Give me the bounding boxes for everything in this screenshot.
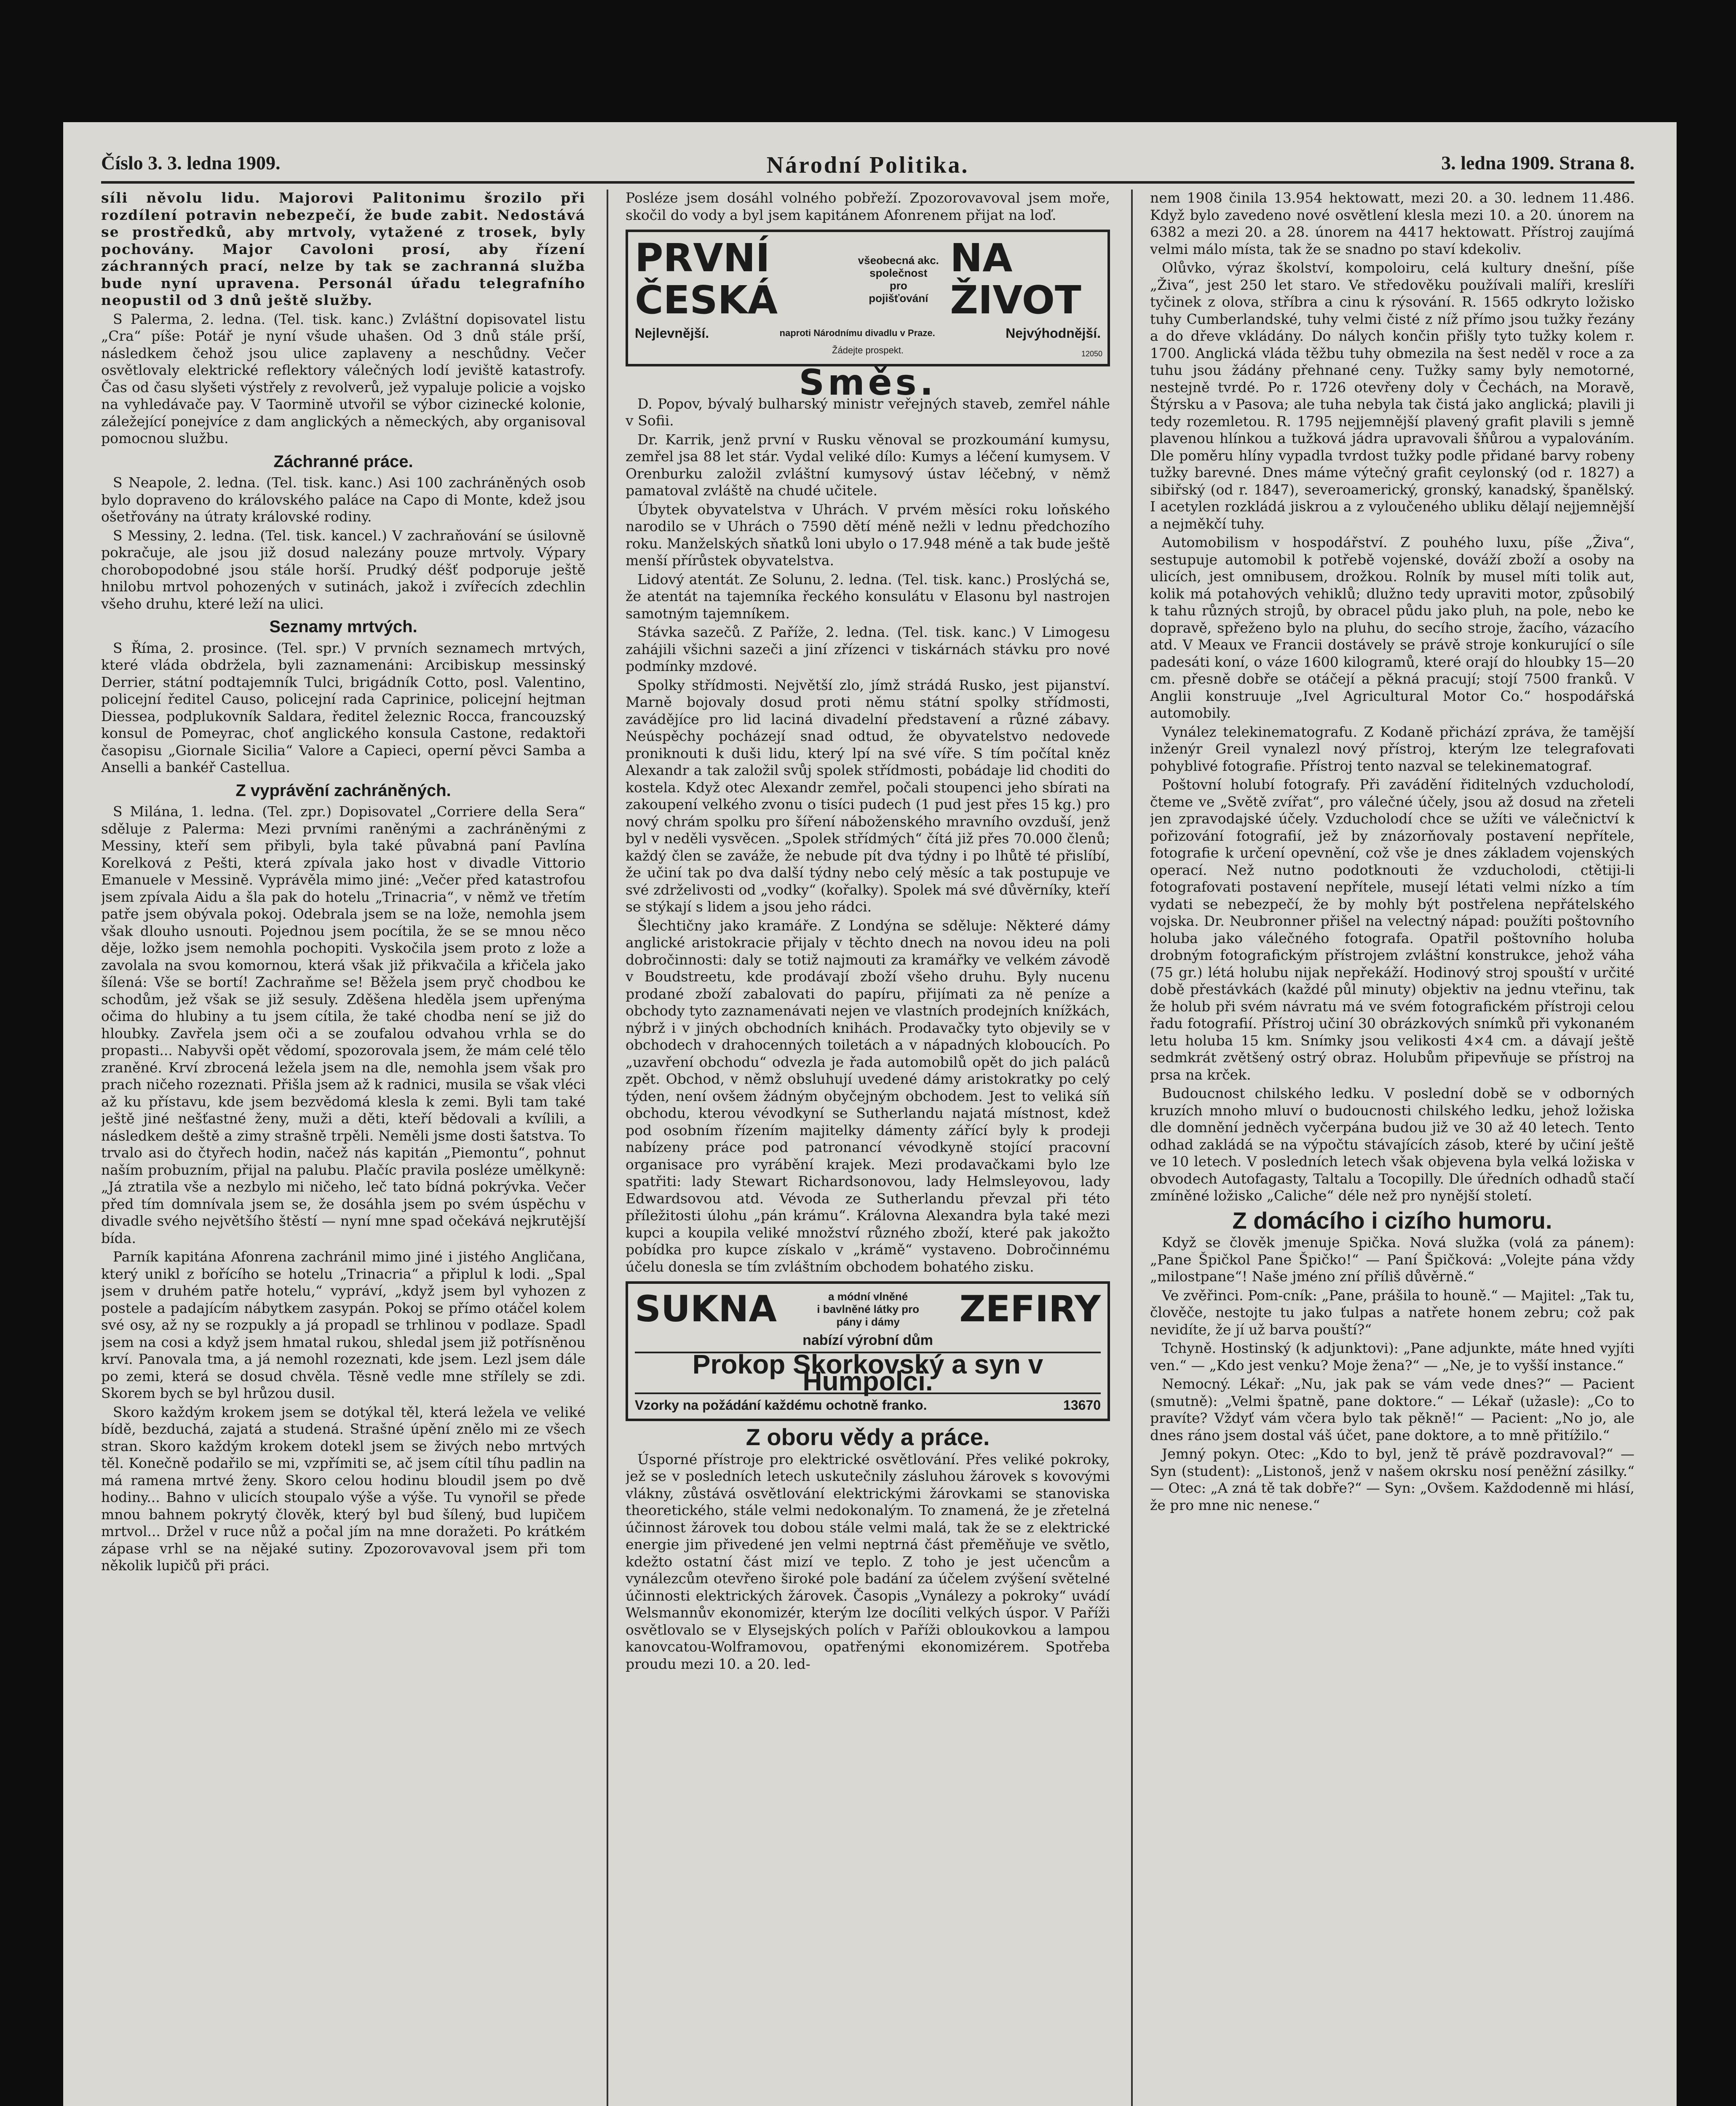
ad-firm-name: Prokop Skorkovský a syn v Humpolci. (635, 1352, 1101, 1394)
issue-date: Číslo 3. 3. ledna 1909. (101, 152, 281, 174)
article-paragraph: Skoro každým krokem jsem se dotýkal těl, která ležela ve veliké bídě, bezduchá, zajatá a studená. Strašné úpění znělo mi ze všech stran. Skoro každým krokem dotekl jsem se živých nebo mrtvých těl. Konečně podařilo se mi, vzpřímiti se, ač jsem cítil tíhu padlin na má ramena mrtvé ženy. Skoro celou hodinu bloudil jsem po dvě hodiny... Bahno v ulicích stoupalo výše a výše. Tu vynořil se přede mnou bahnem pokrytý člověk, který byl bud šílený, bud lupičem mrtvol... Držel v ruce nůž a počal jím na mne doražeti. Po krátkém zápase vrhl se na nějaké sutiny. Zpozorovavoval jsem při tom několik lupičů při práci. (101, 1403, 586, 1574)
ad-subtitle (847, 254, 950, 305)
section-heading: Seznamy mrtvých. (269, 617, 417, 636)
section-heading: Z domácího i cizího humoru. (1232, 1207, 1552, 1234)
article-paragraph: Jemný pokyn. Otec: „Kdo to byl, jenž tě právě pozdravoval?“ — Syn (student): „Listonoš, jenž v našem okrsku nosí peněžní zásilky.“ — Otec: „A zná tě tak dobře?“ — Syn: „Ovšem. Každodenně mi hlásí, že pro mne nic nenese.“ (1150, 1446, 1634, 1513)
article-paragraph: Úbytek obyvatelstva v Uhrách. V prvém měsíci roku loňského narodilo se v Uhrách o 7590 dětí méně nežli v lednu předchozího roku. Manželských sňatků loni ubylo o 17.948 méně a tak bude ještě menší přírůstek obyvatelstva. (626, 501, 1110, 569)
ad-title-left: PRVNÍ ČESKÁ (635, 235, 778, 323)
ad-subtitle-line: a módní vlněné (828, 1290, 908, 1303)
ad-line: nabízí výrobní dům (802, 1332, 933, 1348)
ad-subtitle-line: i bavlněné látky pro (817, 1303, 920, 1315)
column-3 (1150, 190, 1634, 2106)
article-paragraph: S Říma, 2. prosince. (Tel. spr.) V prvních seznamech mrtvých, které vláda obdržela, byli zaznamenáni: Arcibiskup messinský Derrier, státní podtajemník Tulci, brigádník Cotto, posl. Valentino, policejní ředitel Causo, policejní rada Caprinice, policejní hejtman Diessea, podplukovník Saldara, ředitel železnic Rocca, francouzský konsul de Pomeyrac, choť anglického konsula Castone, redaktoři časopisu „Giornale Sicilia“ Valore a Capieci, operní pěvci Samba a Anselli a bankéř Castellua. (101, 639, 586, 775)
ad-offer: Vzorky na požádání každému ochotně franko. (635, 1397, 927, 1413)
ad-code: 12050 (1081, 349, 1102, 358)
newspaper-title: Národní Politika. (766, 152, 969, 178)
article-paragraph: Poštovní holubí fotografy. Při zavádění řiditelných vzducholodí, čteme ve „Světě zvířat“, pro válečné účely, jsou až dosud na zřeteli jen zpravodajské účely. Vzducholodí chce se užíti ve válečnictví k pořizování fotografií, jež by znázorňovaly postavení nepřítele, fotografie k určení opevnění, což vše je dnes základem vojenských operací. Než nutno podotknouti že vzducholodi, ctětiji-li fotografovati postavení nepřítele, musejí létati velmi nízko a tím vydati se nebezpečí, že by mohly být postřelena nepřátelského vojska. Dr. Neubronner přišel na velectný nápad: použíti poštovního holuba jako válečného fotografa. Opatřil poštovního holuba drobným fotografickým přístrojem zvláštní konstrukce, jehož váha (75 gr.) létá holubu nijak nepřekáží. Hodinový stroj spouští v určité době přestávkách (každé půl minuty) objektiv na jednu vteřinu, tak že holub při svém návratu má ve svém fotografickém přístroji celou řadu fotografií. Přístroj učiní 30 obrázkových snímků při vykonaném letu holuba 15 km. Snímky jsou velikosti 4×4 cm. a dávají ještě sedmkrát zvětšený ostrý obraz. Holubům připevňuje se přístroj na prsa na krček. (1150, 776, 1634, 1083)
article-paragraph: D. Popov, bývalý bulharský ministr veřejných staveb, zemřel náhle v Sofii. (626, 395, 1110, 429)
article-paragraph: Lidový atentát. Ze Solunu, 2. ledna. (Tel. tisk. kanc.) Proslýchá se, že atentát na tajemníka řeckého konsulátu v Elasonu byl nastrojen samotným tajemníkem. (626, 571, 1110, 622)
ad-subtitle-line: pány i dámy (836, 1315, 900, 1328)
article-paragraph: Parník kapitána Afonrena zachránil mimo jiné i jistého Angličana, který unikl z bořícího se hotelu „Trinacria“ a připlul k lodi. „Spal jsem v druhém patře hotelu,“ vypráví, „když jsem byl vyhozen z postele a padajícím nábytkem zasypán. Pokoj se přímo otáčel kolem své osy, až ny se rozpukly a já propadl se trhlinou v podlaze. Spadl jsem na cosi a když jsem hmatal rukou, shledal jsem již potřísněnou krví. Panovala tma, a já nemohl rozeznati, kde jsem. Lezl jsem dále po zemi, která se dosud chvěla. Těsně vedle mne střílely se zdi. Skorem bych se byl hrůzou dusil. (101, 1248, 586, 1401)
article-paragraph: Spolky střídmosti. Největší zlo, jímž strádá Rusko, jest pijanství. Marně bojovaly dosud proti němu státní spolky střídmosti, zavádějíce pro lid laciná divadelní představení a různé zábavy. Neúspěchy pocházejí snad odtud, že obyvatelstvo nedovede proniknouti k duši lidu, který lpí na své víře. S tím počítal kněz Alexandr a tak založil svůj spolek střídmosti, pobádaje lid choditi do kostela. Když otec Alexandr zemřel, počali stoupenci jeho sbírati na zakoupení velkého zvonu o tisíci pudech (1 pud jest přes 15 kg.) pro nový chrám spolku pro šíření náboženského mravního ovzduší, jenž byl v neděli vysvěcen. „Spolek střídmých“ čítá již přes 70.000 členů; každý člen se zaváže, že nebude pít dva týdny i po lhůtě té přislíbí, že učiní tak po dva další týdny nebo celý měsíc a tak postupuje ve své zdrželivosti od „vodky“ (kořalky). Spolek má své důvěrníky, kteří se stýkají s lidem a jsou jeho rádci. (626, 676, 1110, 915)
article-paragraph: Olůvko, výraz školství, kompoloiru, celá kultury dnešní, píše „Živa“, jest 250 let staro. Ve středověku používali malíři, kreslíři tyčinek z olova, stříbra a cinu k rýsování. R. 1565 odkryto ložisko tuhy Cumberlandské, tuhy velmi čisté z níž přímo jsou tužky řezány a do dřeve vkládány. Do nálych končin přišly tyto tužky kolem r. 1700. Anglická vláda těžbu tuhy obmezila na šest neděl v roce a za tuhu jsou žádány přehnané ceny. Tužky samy byly nemotorné, nestejně tvrdé. Po r. 1726 otevřeny doly v Čechách, na Moravě, Štýrsku a v Pasova; ale tuha nebyla tak čistá jako anglická; plavili ji tedy rozemletou. R. 1795 nejjemnější plavený grafit plavili s jemně plavenou hlínkou a tužková jádra upravovali šňůrou a vypalováním. Dle poměru hlíny vypadla tvrdost tužky podle přidané barvy robeny tužky barevné. Dnes máme výtečný grafit ceylonský (od r. 1827) a sibiřský (od r. 1847), severoamerický, gronský, kanadský, španělský. I acetylen rozkládá jiskrou a z vyloučeného ubliku dělají nejjemnější a nejměkčí tuhy. (1150, 259, 1634, 532)
section-heading: Záchranné práce. (273, 452, 413, 471)
article-paragraph: S Milána, 1. ledna. (Tel. zpr.) Dopisovatel „Corriere della Sera“ sděluje z Palerma: Mezi prvními raněnými a zachráněnými z Messiny, kteří sem přibyli, byla také půvabná paní Pavlína Korelková z Pešti, která zpívala jako host v divadle Vittorio Emanuele v Messině. Vyprávěla mimo jiné: „Večer před katastrofou jsem zpívala Aidu a šla pak do hotelu „Trinacria“, v němž ve třetím patře jsem obývala pokoj. Odebrala jsem se na lože, nemohla jsem však dlouho usnouti. Pojednou jsem pocítila, že se se mnou něco děje, ložko jsem nemohla pochopiti. Vyskočila jsem proto z lože a zavolala na svou komornou, která však již přikvačila a křičela jako šílená: Vše se bortí! Zachraňme se! Běžela jsem pryč chodbou ke schodům, jež však se již sesuly. Zděšena hleděla jsem upřenýma očima do hlubiny a tu jsem cítila, že také chodba není se již do hloubky. Zavřela jsem oči a se zoufalou odvahou vrhla se do propasti... Nabyvši opět vědomí, spozorovala jsem, že mám celé tělo zraněné. Krví zbrocená ležela jsem na dle, nemohla jsem však pro prach ničeho rozeznati. Přišla jsem až k radnici, musila se však vléci až ku přístavu, kde jsem bezvědomá klesla k zemi. Byli tam také ještě jiné nešťastné ženy, muži a děti, kteří bědovali a kvílili, a následkem deště a zimy strašně trpěli. Neměli jsme dosti šatstva. To trvalo asi do čtyřech hodin, načež nás kapitán „Piemontu“, pohnut naším probuzním, přijal na palubu. Plačíc pravila posléze umělkyně: „Já ztratila vše a nezbylo mi ničeho, leč tato bídná pokrývka. Večer před tím domnívala jsem se, že dosáhla jsem po svém úspěchu v divadle svého největšího štěstí — nyní mne spad očekává nejkrutější bída. (101, 803, 586, 1246)
article-paragraph: Posléze jsem dosáhl volného pobřeží. Zpozorovavoval jsem moře, skočil do vody a byl jsem kapitánem Afonrenem přijat na loď. (626, 190, 1110, 223)
article-paragraph: nem 1908 činila 13.954 hektowatt, mezi 20. a 30. lednem 11.486. Když bylo zavedeno nové osvětlení klesla mezi 10. a 20. únorem na 6382 a mezi 20. a 28. únorem na 4417 hektowatt. Přístroj zaujímá velmi málo místa, tak že se snadno po staví kdekoliv. (1150, 190, 1634, 257)
ad-title-right: NA ŽIVOT (950, 235, 1081, 323)
date-page-number: 3. ledna 1909. Strana 8. (1441, 152, 1634, 174)
newspaper-page (63, 122, 1677, 2106)
section-title-smes: Směs. (799, 362, 937, 403)
section-heading: Z oboru vědy a práce. (746, 1424, 990, 1450)
ad-title-right: ZEFIRY (959, 1288, 1101, 1330)
ad-code: 13670 (1063, 1397, 1101, 1413)
article-paragraph: Dr. Karrik, jenž první v Rusku věnoval se prozkoumání kumysu, zemřel jsa 88 let stár. Vydal veliké dílo: Kumys a léčení kumysem. V Orenburku založil zvláštní kumysový ústav léčebný, v němž pamatoval zvláště na chudé učitele. (626, 431, 1110, 499)
article-paragraph: Vynález telekinematografu. Z Kodaně přichází zpráva, že tamější inženýr Greil vynalezl nový přístroj, kterým lze telegrafovati pohyblivé fotografie. Přístroj tento nazval se telekinematograf. (1150, 723, 1634, 774)
article-paragraph: Stávka sazečů. Z Paříže, 2. ledna. (Tel. tisk. kanc.) V Limogesu zahájili všichni sazeči a jiní zřízenci v tiskárnách stávku pro nové podmínky mzdové. (626, 624, 1110, 674)
article-paragraph: Ve zvěřinci. Pom-cník: „Pane, prášila to houně.“ — Majitel: „Tak tu, člověče, nestojte tu jako ťulpas a natřete honem zebru; což pak nevidíte, že jí už barva pouští?“ (1150, 1287, 1634, 1338)
column-divider (1131, 190, 1133, 2106)
article-paragraph: S Palerma, 2. ledna. (Tel. tisk. kanc.) Zvláštní dopisovatel listu „Cra“ píše: Potář je nyní všude uhašen. Od 3 dnů stále prší, následkem čehož jsou ulice zaplaveny a neschůdny. Večer osvětlovaly elektrické reflektory válečných lodí jeviště katastrofy. Čas od času slyšeti výstřely z revolverů, jež vypaluje policie a vojsko na vyhledávače pay. V Taormině utvořil se výbor cizinecké kolonie, záležející ponejvíce z dam anglických a německých, aby organisoval pomocnou službu. (101, 310, 586, 446)
ad-slogan-left: Nejlevnější. (635, 326, 709, 341)
ad-address: naproti Národnímu divadlu v Praze. (779, 328, 935, 338)
ad-subtitle-line: pro (889, 279, 907, 292)
masthead (101, 152, 1634, 184)
article-paragraph: S Neapole, 2. ledna. (Tel. tisk. kanc.) Asi 100 zachráněných osob bylo dopraveno do královského paláce na Capo di Monte, kdež jsou ošetřovány na útraty královské rodiny. (101, 474, 586, 525)
article-paragraph: Nemocný. Lékař: „Nu, jak pak se vám vede dnes?“ — Pacient (smutně): „Velmi špatně, pane doktore.“ — Lékař (užasle): „Co to pravíte? Vždyť vám včera bylo tak pěkně!“ — Pacient: „No jo, ale dnes ráno jsem dostal váš účet, pane doktore, a to mně přitížilo.“ (1150, 1376, 1634, 1443)
column-divider (607, 190, 608, 2106)
ad-subtitle-line: pojišťování (869, 292, 928, 305)
column-2 (626, 190, 1110, 2106)
article-paragraph: Úsporné přístroje pro elektrické osvětlování. Přes veliké pokroky, jež se v posledních letech uskutečnily zásluhou žárovek s kovovými vlákny, zůstává osvětlování elektrickými žárovkami se stanoviska theoretického, stále velmi nedokonalým. To znamená, že je zřetelná účinnost žárovek tou dobou stále velmi malá, tak že se z elektrické energie jim přivedené jen velmi neptrná část přeměňuje ve světlo, kdežto ostatní část mizí ve teplo. Z toho je jest učencům a vynálezcům otevřeno široké pole badání za účelem zvýšení světelné účinnosti elektrických žárovek. Časopis „Vynálezy a pokroky“ uvádí Welsmannův ekonomizér, kterým lze docíliti velkých úspor. V Paříži osvětlovalo se v Elysejských polích v Paříži obloukovkou a lampou kanovcatou-Wolframovou, opatřenými ekonomizérem. Spotřeba proudu mezi 10. a 20. led- (626, 1451, 1110, 1672)
ad-subtitle (817, 1290, 919, 1328)
insurance-advertisement (626, 230, 1110, 366)
ad-note: Žádejte prospekt. (832, 345, 904, 355)
ad-slogan-right: Nejvýhodnější. (1006, 326, 1101, 341)
article-paragraph: Budoucnost chilského ledku. V poslední době se v odborných kruzích mnoho mluví o budoucnosti chilského ledku, jehož ložiska dle domnění jedněch vyčerpána budou již ve 30 až 40 letech. Tento odhad zakládá se na výpočtu stávajících zásob, které by učiní ještě ve 10 letech. V posledních letech však objevena byla velká ložiska v obvodech Autofagasty, Taltalu a Tocopilly. Dle úředních odhadů stačí zmíněné ložisko „Caliche“ déle než pro nynější století. (1150, 1085, 1634, 1204)
textile-advertisement (626, 1281, 1110, 1421)
article-paragraph: Když se člověk jmenuje Spička. Nová služka (volá za pánem): „Pane Špičkol Pane Špičko!“ — Paní Špičková: „Volejte pána vždy „milostpane“! Naše jméno zní příliš důvěrně.“ (1150, 1234, 1634, 1285)
ad-title-left: SUKNA (635, 1288, 777, 1330)
section-heading: Z vyprávění zachráněných. (235, 781, 451, 800)
article-paragraph: síli něvolu lidu. Majorovi Palitonimu šrozilo při rozdílení potravin nebezpečí, že bude zabit. Nedostává se prostředků, aby mrtvoly, vytažené z trosek, byly pochovány. Major Cavoloni prosí, aby řízení záchranných prací, nelze by tak se zachranná služba bude nyní upravena. Personál úřadu telegrafního neopustil od 3 dnů ještě služby. (101, 190, 586, 308)
article-paragraph: Tchyně. Hostinský (k adjunktovi): „Pane adjunkte, máte hned vyjíti ven.“ — „Kdo jest venku? Moje žena?“ — „Ne, je to vyšší instance.“ (1150, 1340, 1634, 1374)
article-paragraph: S Messiny, 2. ledna. (Tel. tisk. kancel.) V zachraňování se úsilovně pokračuje, ale jsou již dosud nalezány pouze mrtvoly. Výpary chorobopodobné jsou stále horší. Prudký déšť podporuje ještě hnilobu mrtvol pohozených v sutinách, jakož i zvířecích zdechlin všeho druhu, které leží na ulici. (101, 527, 586, 612)
article-paragraph: Šlechtičny jako kramáře. Z Londýna se sděluje: Některé dámy anglické aristokracie přijaly v těchto dnech na novou ideu na poli dobročinnosti: daly se totiž najmouti za kramářky ve velkém závodě v Boudstreetu, kde prodávají zboží všeho druhu. Byly nucenu prodané zboží zabalovati do papíru, přijímati za ně peníze a obchody tyto zaznamenávati nejen ve vlastních prodejních knížkách, nýbrž i v jiných obchodních knihách. Prodavačky tyto objevily se v obchodech v drahocenných toiletách a v nápadných kloboucích. Po „uzavření obchodu“ odvezla je řada automobilů opět do jich paláců zpět. Obchod, v němž obsluhují uvedené dámy aristokratky po celý týden, není ovšem žádným obyčejným obchodem. Jest to veliká síň obchodu, kterou vévodkyní se Sutherlandu najatá místnost, kdež pod osobním řízením majitelky dámenty zářící byly k prodeji nabízeny práce pod patronancí vévodkyně stojící pracovní organisace pro vyrábění krajek. Mezi prodavačkami bylo lze spatřiti: lady Stewart Richardsonovou, lady Helmsleyovou, lady Edwardsovou atd. Vévoda ze Sutherlandu převzal při této příležitosti úlohu „pán krámu“. Královna Alexandra byla také mezi kupci a koupila veliké množství různého zboží, které pak jakožto pobídka pro kupce získalo v „krámě“ vystaveno. Dobročinnému účelu donesla se tím zvláštním obchodem bohatého zisku. (626, 917, 1110, 1275)
article-paragraph: Automobilism v hospodářství. Z pouhého luxu, píše „Živa“, sestupuje automobil k potřebě vojenské, dováží zboží a osoby na ulicích, jest omnibusem, drožkou. Rolník by musel míti tolik aut, kolik má potahových vehiklů; dlužno tedy upraviti motor, způsobilý k tahu různých strojů, by obracel půdu jako pluh, na pole, nebo ke dopravě, spřeženo bylo na pluhu, do secího stroje, žacího, vázacího atd. V Meaux ve Francii dostávely se právě stroje konkurující o síle padesáti koní, o váze 1600 kilogramů, které orají do hloubky 15—20 cm. přesně dobře se otáčejí a pěkná pracují; stojí 7500 franků. V Anglii konstruuje „Ivel Agricultural Motor Co.“ hospodářská automobily. (1150, 534, 1634, 721)
column-1 (101, 190, 586, 2106)
ad-subtitle-line: všeobecná akc. společnost (858, 254, 939, 279)
